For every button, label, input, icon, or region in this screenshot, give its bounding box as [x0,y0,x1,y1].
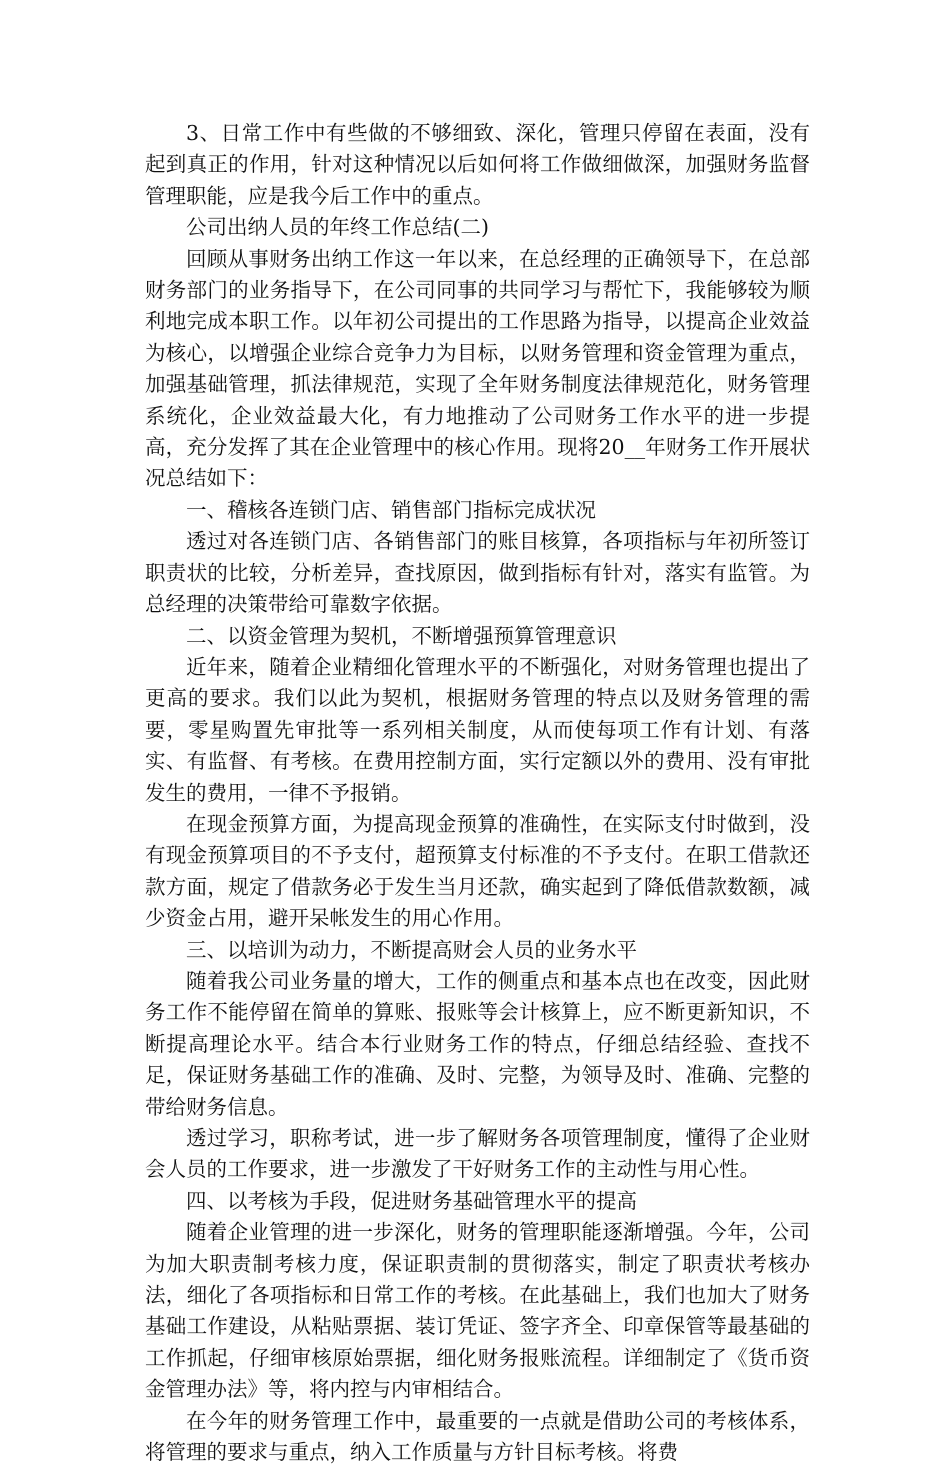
paragraph-management: 在今年的财务管理工作中，最重要的一点就是借助公司的考核体系，将管理的要求与重点，纳入工作质量与方针目标考核。将费 [145,1408,810,1465]
paragraph-training: 随着我公司业务量的增大，工作的侧重点和基本点也在改变，因此财务工作不能停留在简单的算账、报账等会计核算上，应不断更新知识，不断提高理论水平。结合本行业财务工作的特点，仔细总结经验、查找不足，保证财务基础工作的准确、及时、完整，为领导及时、准确、完整的带给财务信息。 [145,968,810,1119]
heading-training: 三、以培训为动力，不断提高财会人员的业务水平 [186,937,637,962]
heading-assessment: 四、以考核为手段，促进财务基础管理水平的提高 [186,1188,637,1213]
heading-funds: 二、以资金管理为契机，不断增强预算管理意识 [186,623,617,648]
paragraph-review: 回顾从事财务出纳工作这一年以来，在总经理的正确领导下，在总部财务部门的业务指导下，在公司同事的共同学习与帮忙下，我能够较为顺利地完成本职工作。以年初公司提出的工作思路为指导，以提高企业效益为核心，以增强企业综合竞争力为目标，以财务管理和资金管理为重点，加强基础管理，抓法律规范，实现了全年财务制度法律规范化，财务管理系统化，企业效益最大化，有力地推动了公司财务工作水平的进一步提高，充分发挥了其在企业管理中的核心作用。现将20__年财务工作开展状况总结如下： [145,246,810,491]
paragraph-assessment: 随着企业管理的进一步深化，财务的管理职能逐渐增强。今年，公司为加大职责制考核力度，保证职责制的贯彻落实，制定了职责状考核办法，细化了各项指标和日常工作的考核。在此基础上，我们也加大了财务基础工作建设，从粘贴票据、装订凭证、签字齐全、印章保管等最基础的工作抓起，仔细审核原始票据，细化财务报账流程。详细制定了《货币资金管理办法》等，将内控与内审相结合。 [145,1220,810,1402]
section-title: 公司出纳人员的年终工作总结(二) [186,215,489,240]
paragraph-study: 透过学习，职称考试，进一步了解财务各项管理制度，懂得了企业财会人员的工作要求，进一步激发了干好财务工作的主动性与用心性。 [145,1126,810,1182]
heading-audit: 一、稽核各连锁门店、销售部门指标完成状况 [186,497,596,522]
paragraph-item-3: 3、日常工作中有些做的不够细致、深化，管理只停留在表面，没有起到真正的作用，针对这种情况以后如何将工作做细做深，加强财务监督管理职能，应是我今后工作中的重点。 [145,121,810,208]
document-body [145,118,810,1468]
paragraph-cash-budget: 在现金预算方面，为提高现金预算的准确性，在实际支付时做到，没有现金预算项目的不予支付，超预算支付标准的不予支付。在职工借款还款方面，规定了借款务必于发生当月还款，确实起到了降低借款数额，减少资金占用，避开呆帐发生的用心作用。 [145,811,810,931]
paragraph-funds: 近年来，随着企业精细化管理水平的不断强化，对财务管理也提出了更高的要求。我们以此为契机，根据财务管理的特点以及财务管理的需要，零星购置先审批等一系列相关制度，从而使每项工作有计划、有落实、有监督、有考核。在费用控制方面，实行定额以外的费用、没有审批发生的费用，一律不予报销。 [145,654,810,805]
paragraph-audit: 透过对各连锁门店、各销售部门的账目核算，各项指标与年初所签订职责状的比较，分析差异，查找原因，做到指标有针对，落实有监管。为总经理的决策带给可靠数字依据。 [145,529,810,617]
